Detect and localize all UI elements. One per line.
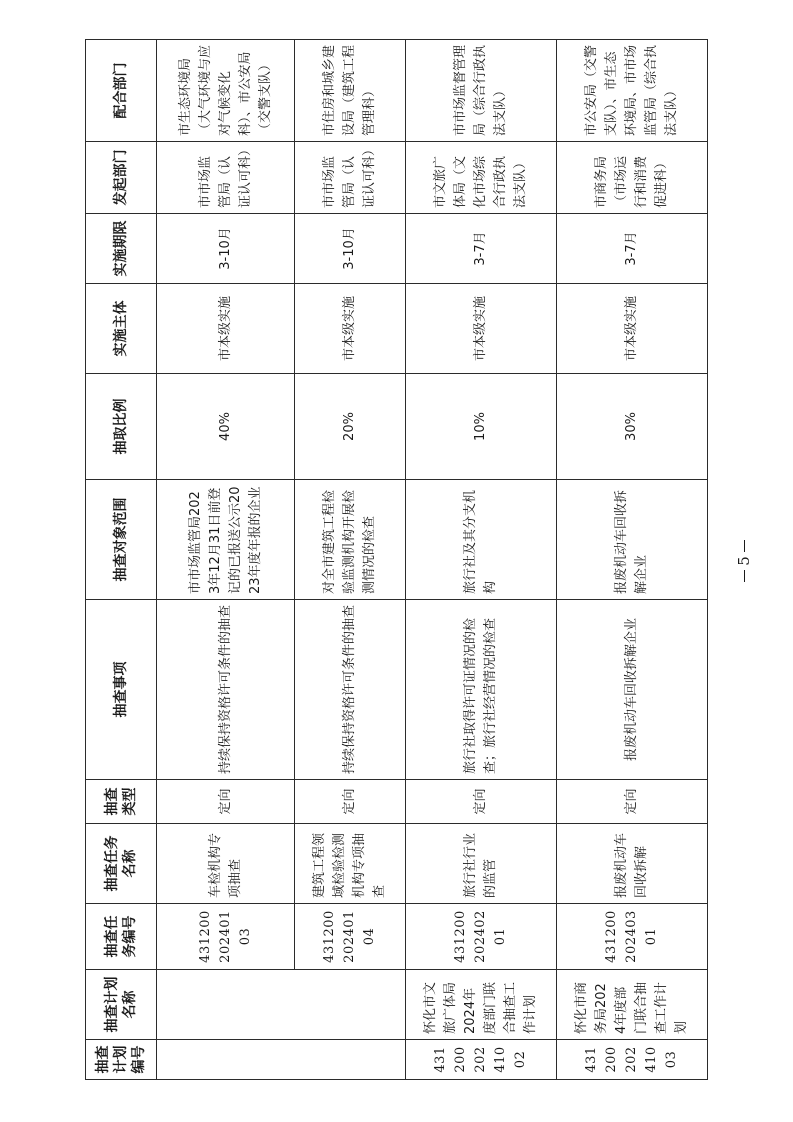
plan-no-cell	[295, 1040, 406, 1080]
header-partners: 配合部门	[86, 40, 157, 142]
period-cell: 3-10月	[157, 214, 295, 284]
header-check-type: 抽查类型	[86, 780, 157, 824]
plan-name-cell	[157, 970, 295, 1040]
scope-cell: 对全市建筑工程检验监测机构开展检测情况的检查	[295, 480, 406, 600]
header-initiator: 发起部门	[86, 142, 157, 214]
task-name-cell: 车检机构专项抽查	[157, 824, 295, 904]
plan-no-cell: 43120020241003	[557, 1040, 708, 1080]
random-inspection-table	[85, 39, 708, 1080]
header-task-no: 抽查任务编号	[86, 904, 157, 970]
check-type-cell: 定向	[557, 780, 708, 824]
plan-name-cell: 怀化市商务局2024年度部门联合抽查工作计划	[557, 970, 708, 1040]
period-cell: 3-10月	[295, 214, 406, 284]
partners-cell: 市住房和城乡建设局（建筑工程管理科）	[295, 40, 406, 142]
plan-name-cell: 怀化市文旅广体局2024年度部门联合抽查工作计划	[406, 970, 557, 1040]
ratio-cell: 30%	[557, 374, 708, 480]
initiator-cell: 市市场监管局（认证认可科）	[295, 142, 406, 214]
ratio-cell: 20%	[295, 374, 406, 480]
header-period: 实施期限	[86, 214, 157, 284]
header-task-name: 抽查任务名称	[86, 824, 157, 904]
subject-cell: 市本级实施	[157, 284, 295, 374]
header-ratio: 抽取比例	[86, 374, 157, 480]
plan-name-cell	[295, 970, 406, 1040]
items-cell: 持续保持资格许可条件的抽查	[157, 600, 295, 780]
ratio-cell: 40%	[157, 374, 295, 480]
partners-cell: 市市场监督管理局（综合行政执法支队）	[406, 40, 557, 142]
header-plan-no: 抽查计划编号	[86, 1040, 157, 1080]
plan-no-cell	[157, 1040, 295, 1080]
items-cell: 报废机动车回收拆解企业	[557, 600, 708, 780]
scope-cell: 报废机动车回收拆解企业	[557, 480, 708, 600]
ratio-cell: 10%	[406, 374, 557, 480]
table-row	[157, 40, 295, 1080]
subject-cell: 市本级实施	[406, 284, 557, 374]
task-no-cell: 43120020240301	[557, 904, 708, 970]
partners-cell: 市公安局（交警支队）、市生态环境局、市市场监管局（综合执法支队）	[557, 40, 708, 142]
check-type-cell: 定向	[295, 780, 406, 824]
table-row	[295, 40, 406, 1080]
task-no-cell: 43120020240103	[157, 904, 295, 970]
header-plan-name: 抽查计划名称	[86, 970, 157, 1040]
table-header-row	[86, 40, 157, 1080]
header-items: 抽查事项	[86, 600, 157, 780]
header-subject: 实施主体	[86, 284, 157, 374]
task-no-cell: 43120020240104	[295, 904, 406, 970]
initiator-cell: 市商务局（市场运行和消费促进科）	[557, 142, 708, 214]
subject-cell: 市本级实施	[295, 284, 406, 374]
page-number	[732, 540, 756, 582]
table-row	[406, 40, 557, 1080]
check-type-cell: 定向	[157, 780, 295, 824]
task-no-cell: 43120020240201	[406, 904, 557, 970]
scope-cell: 市市场监管局2023年12月31日前登记的已报送公示2023年度年报的企业	[157, 480, 295, 600]
task-name-cell: 报废机动车回收拆解	[557, 824, 708, 904]
task-name-cell: 旅行社行业的监管	[406, 824, 557, 904]
period-cell: 3-7月	[406, 214, 557, 284]
rotated-table-container	[85, 40, 705, 1080]
items-cell: 持续保持资格许可条件的抽查	[295, 600, 406, 780]
task-name-cell: 建筑工程领域检验检测机构专项抽查	[295, 824, 406, 904]
scope-cell: 旅行社及其分支机构	[406, 480, 557, 600]
initiator-cell: 市文旅广体局（文化市场综合行政执法支队）	[406, 142, 557, 214]
check-type-cell: 定向	[406, 780, 557, 824]
plan-no-cell: 43120020241002	[406, 1040, 557, 1080]
period-cell: 3-7月	[557, 214, 708, 284]
header-scope: 抽查对象范围	[86, 480, 157, 600]
partners-cell: 市生态环境局（大气环境与应对气候变化科）、市公安局（交警支队）	[157, 40, 295, 142]
subject-cell: 市本级实施	[557, 284, 708, 374]
initiator-cell: 市市场监管局（认证认可科）	[157, 142, 295, 214]
page-number-value: 5	[735, 556, 753, 566]
items-cell: 旅行社取得许可证情况的检查；旅行社经营情况的检查	[406, 600, 557, 780]
table-row	[557, 40, 708, 1080]
